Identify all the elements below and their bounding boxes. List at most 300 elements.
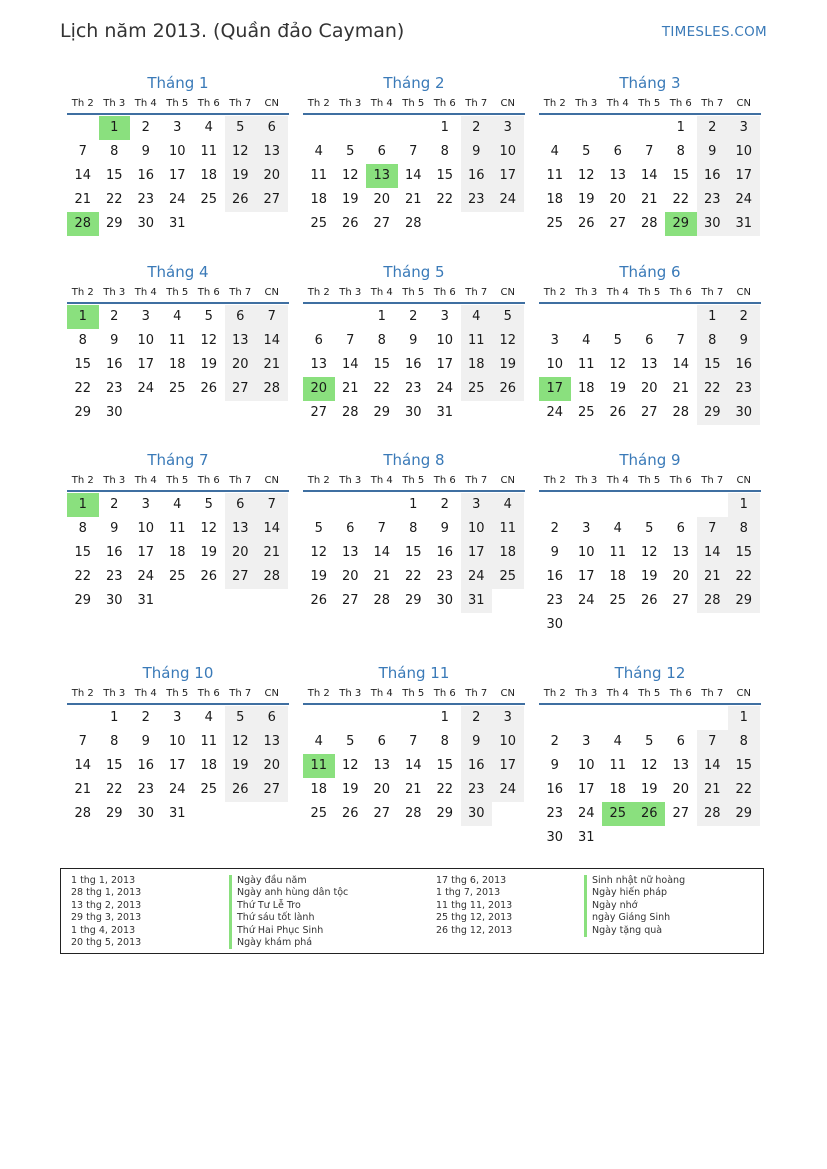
day-cell: 9 [110, 333, 119, 348]
day-cell: 2 [141, 120, 150, 135]
weekday-header [539, 472, 761, 492]
day-cell: 1 [728, 493, 760, 517]
weekday-header [67, 685, 289, 705]
day-cell: 5 [225, 706, 257, 730]
day-cell: 4 [613, 734, 622, 749]
weekday-label: CN [500, 98, 515, 109]
day-cell: 14 [256, 329, 288, 353]
month-name: Tháng 12 [614, 664, 686, 682]
day-cell: 12 [200, 521, 218, 536]
day-cell: 21 [697, 778, 729, 802]
day-cell: 3 [550, 333, 559, 348]
weekday-label: Th 7 [465, 688, 488, 699]
day-cell: 1 [409, 497, 418, 512]
weekday-label: Th 4 [134, 688, 157, 699]
day-cell: 25 [168, 569, 186, 584]
weekday-label: Th 2 [543, 287, 566, 298]
weekday-label: CN [736, 475, 751, 486]
day-cell: 7 [256, 493, 288, 517]
empty-cell [539, 116, 571, 140]
weekday-label: Th 2 [71, 287, 94, 298]
day-cell: 25 [310, 216, 328, 231]
day-cell: 20 [373, 192, 391, 207]
day-cell: 21 [74, 192, 92, 207]
day-cell: 23 [697, 188, 729, 212]
day-cell: 31 [137, 593, 155, 608]
day-cell: 28 [256, 565, 288, 589]
weekday-label: Th 5 [402, 688, 425, 699]
empty-cell [634, 305, 666, 329]
legend-date: 28 thg 1, 2013 [71, 887, 142, 899]
weekday-label: Th 2 [543, 688, 566, 699]
day-cell: 29 [373, 405, 391, 420]
day-cell: 15 [697, 353, 729, 377]
empty-cell [602, 305, 634, 329]
day-cell: 19 [640, 782, 658, 797]
month-name: Tháng 2 [383, 74, 445, 92]
day-cell: 29 [436, 806, 454, 821]
day-cell: 10 [168, 734, 186, 749]
day-cell: 2 [110, 309, 119, 324]
day-cell: 23 [137, 192, 155, 207]
day-cell: 22 [105, 782, 123, 797]
day-cell: 16 [461, 164, 493, 188]
day-cell: 22 [74, 381, 92, 396]
holiday-cell: 17 [539, 377, 571, 401]
day-cell: 24 [137, 569, 155, 584]
day-cell: 12 [225, 140, 257, 164]
day-cell: 15 [373, 357, 391, 372]
day-cell: 27 [609, 216, 627, 231]
day-cell: 12 [492, 329, 524, 353]
day-cell: 30 [137, 216, 155, 231]
day-cell: 28 [74, 806, 92, 821]
day-cell: 22 [672, 192, 690, 207]
day-cell: 2 [409, 309, 418, 324]
legend-date: 17 thg 6, 2013 [436, 875, 507, 886]
empty-cell [634, 116, 666, 140]
weekday-label: Th 2 [307, 475, 330, 486]
day-cell: 12 [640, 545, 658, 560]
month-block [539, 262, 761, 425]
empty-cell [303, 493, 335, 517]
day-cell: 29 [728, 589, 760, 613]
empty-cell [539, 305, 571, 329]
day-cell: 14 [404, 758, 422, 773]
day-cell: 26 [310, 593, 328, 608]
day-cell: 11 [546, 168, 564, 183]
day-cell: 16 [404, 357, 422, 372]
day-cell: 20 [341, 569, 359, 584]
day-cell: 20 [672, 569, 690, 584]
legend-holiday-name: Sinh nhật nữ hoàng [584, 875, 685, 887]
holiday-cell: 25 [602, 802, 634, 826]
legend-names-right [584, 875, 685, 937]
day-cell: 11 [168, 521, 186, 536]
day-cell: 11 [577, 357, 595, 372]
day-cell: 5 [645, 734, 654, 749]
day-cell: 6 [256, 706, 288, 730]
day-cell: 30 [697, 212, 729, 236]
weekday-label: Th 7 [229, 287, 252, 298]
holiday-legend [60, 868, 764, 954]
day-cell: 16 [546, 569, 564, 584]
weekday-label: Th 2 [307, 287, 330, 298]
day-cell: 1 [728, 706, 760, 730]
day-cell: 24 [492, 778, 524, 802]
day-cell: 19 [225, 164, 257, 188]
empty-cell [335, 706, 367, 730]
day-cell: 13 [256, 140, 288, 164]
day-grid [303, 116, 525, 236]
weekday-label: Th 3 [575, 475, 598, 486]
day-cell: 9 [141, 144, 150, 159]
day-cell: 29 [105, 216, 123, 231]
day-cell: 6 [377, 734, 386, 749]
weekday-label: Th 5 [166, 287, 189, 298]
day-cell: 25 [200, 782, 218, 797]
day-cell: 27 [640, 405, 658, 420]
day-cell: 3 [141, 309, 150, 324]
day-cell: 3 [141, 497, 150, 512]
day-cell: 4 [173, 497, 182, 512]
day-cell: 27 [225, 377, 257, 401]
weekday-label: Th 6 [433, 287, 456, 298]
day-cell: 8 [440, 144, 449, 159]
empty-cell [335, 116, 367, 140]
day-cell: 2 [461, 116, 493, 140]
weekday-label: CN [500, 287, 515, 298]
month-name: Tháng 7 [147, 451, 209, 469]
day-grid [303, 493, 525, 613]
day-cell: 12 [640, 758, 658, 773]
legend-date: 13 thg 2, 2013 [71, 899, 142, 911]
day-cell: 27 [672, 806, 690, 821]
day-cell: 13 [609, 168, 627, 183]
empty-cell [366, 493, 398, 517]
day-cell: 18 [310, 192, 328, 207]
month-block [67, 262, 289, 425]
day-cell: 13 [225, 329, 257, 353]
weekday-label: Th 4 [134, 287, 157, 298]
day-cell: 19 [310, 569, 328, 584]
day-cell: 16 [546, 782, 564, 797]
day-cell: 27 [256, 778, 288, 802]
day-cell: 30 [546, 617, 564, 632]
day-cell: 9 [728, 329, 760, 353]
day-cell: 25 [609, 593, 627, 608]
weekday-label: Th 6 [197, 688, 220, 699]
holiday-cell: 1 [99, 116, 131, 140]
day-cell: 10 [436, 333, 454, 348]
day-cell: 4 [613, 521, 622, 536]
weekday-label: CN [736, 287, 751, 298]
day-cell: 6 [676, 734, 685, 749]
month-name: Tháng 5 [383, 263, 445, 281]
day-cell: 31 [168, 806, 186, 821]
day-cell: 27 [341, 593, 359, 608]
day-cell: 28 [697, 589, 729, 613]
legend-holiday-name: Ngày nhớ [584, 900, 685, 912]
weekday-label: Th 5 [402, 287, 425, 298]
day-cell: 9 [461, 140, 493, 164]
day-cell: 20 [672, 782, 690, 797]
day-cell: 9 [440, 521, 449, 536]
day-cell: 12 [310, 545, 328, 560]
day-cell: 15 [105, 168, 123, 183]
day-cell: 2 [440, 497, 449, 512]
day-cell: 25 [546, 216, 564, 231]
empty-cell [602, 116, 634, 140]
day-cell: 24 [436, 381, 454, 396]
day-cell: 18 [492, 541, 524, 565]
day-cell: 20 [609, 192, 627, 207]
day-cell: 6 [645, 333, 654, 348]
day-cell: 27 [256, 188, 288, 212]
weekday-label: Th 3 [575, 688, 598, 699]
weekday-label: Th 3 [103, 688, 126, 699]
weekday-label: Th 6 [669, 688, 692, 699]
brand-link[interactable]: TIMESLES.COM [661, 24, 767, 40]
day-cell: 19 [640, 569, 658, 584]
weekday-label: CN [264, 98, 279, 109]
day-cell: 17 [436, 357, 454, 372]
day-cell: 28 [404, 216, 422, 231]
day-cell: 21 [640, 192, 658, 207]
month-block [67, 73, 289, 236]
day-cell: 26 [225, 778, 257, 802]
day-cell: 22 [436, 192, 454, 207]
day-cell: 30 [137, 806, 155, 821]
day-cell: 23 [105, 381, 123, 396]
legend-holiday-name: Thứ sáu tốt lành [229, 912, 348, 924]
day-cell: 8 [409, 521, 418, 536]
weekday-label: Th 4 [606, 475, 629, 486]
day-cell: 18 [546, 192, 564, 207]
day-cell: 22 [728, 565, 760, 589]
legend-holiday-name: Thứ Tư Lễ Tro [229, 900, 348, 912]
day-cell: 9 [461, 730, 493, 754]
day-cell: 18 [310, 782, 328, 797]
day-cell: 1 [440, 710, 449, 725]
weekday-label: Th 6 [669, 287, 692, 298]
day-cell: 10 [492, 140, 524, 164]
weekday-label: CN [500, 475, 515, 486]
weekday-label: CN [736, 98, 751, 109]
empty-cell [67, 116, 99, 140]
month-name: Tháng 1 [147, 74, 209, 92]
day-cell: 5 [346, 144, 355, 159]
empty-cell [67, 706, 99, 730]
day-grid [303, 706, 525, 826]
day-cell: 10 [577, 758, 595, 773]
day-cell: 19 [225, 754, 257, 778]
weekday-label: Th 4 [606, 98, 629, 109]
day-cell: 12 [577, 168, 595, 183]
weekday-label: Th 3 [339, 475, 362, 486]
day-cell: 7 [697, 730, 729, 754]
day-cell: 7 [346, 333, 355, 348]
day-cell: 12 [200, 333, 218, 348]
day-cell: 27 [672, 593, 690, 608]
day-cell: 5 [204, 497, 213, 512]
day-cell: 29 [404, 593, 422, 608]
day-cell: 21 [256, 541, 288, 565]
day-cell: 4 [173, 309, 182, 324]
weekday-label: Th 4 [370, 688, 393, 699]
day-cell: 14 [256, 517, 288, 541]
day-cell: 12 [341, 758, 359, 773]
day-cell: 18 [609, 569, 627, 584]
empty-cell [697, 493, 729, 517]
legend-date: 26 thg 12, 2013 [436, 924, 513, 936]
day-cell: 13 [256, 730, 288, 754]
day-cell: 24 [461, 565, 493, 589]
day-cell: 29 [697, 401, 729, 425]
day-cell: 8 [377, 333, 386, 348]
day-cell: 24 [168, 192, 186, 207]
legend-date: 11 thg 11, 2013 [436, 899, 513, 911]
holiday-cell: 1 [67, 493, 99, 517]
day-cell: 6 [225, 493, 257, 517]
day-cell: 8 [110, 734, 119, 749]
day-grid [539, 493, 761, 637]
weekday-label: Th 4 [606, 287, 629, 298]
day-cell: 7 [409, 734, 418, 749]
day-cell: 10 [461, 517, 493, 541]
day-cell: 29 [74, 405, 92, 420]
day-cell: 25 [200, 192, 218, 207]
day-cell: 14 [672, 357, 690, 372]
day-cell: 23 [137, 782, 155, 797]
day-cell: 21 [672, 381, 690, 396]
month-block [303, 450, 525, 613]
empty-cell [335, 493, 367, 517]
day-cell: 22 [436, 782, 454, 797]
day-cell: 11 [461, 329, 493, 353]
weekday-header [67, 472, 289, 492]
day-cell: 2 [461, 706, 493, 730]
day-cell: 15 [672, 168, 690, 183]
weekday-label: CN [264, 287, 279, 298]
day-cell: 8 [78, 333, 87, 348]
day-grid [67, 116, 289, 236]
day-cell: 5 [582, 144, 591, 159]
page-title: Lịch năm 2013. (Quần đảo Cayman) [60, 20, 405, 42]
empty-cell [398, 116, 430, 140]
day-cell: 4 [314, 144, 323, 159]
day-cell: 1 [697, 305, 729, 329]
weekday-label: Th 6 [197, 98, 220, 109]
day-cell: 4 [492, 493, 524, 517]
empty-cell [571, 493, 603, 517]
day-cell: 17 [728, 164, 760, 188]
day-cell: 13 [310, 357, 328, 372]
day-cell: 22 [404, 569, 422, 584]
empty-cell [366, 116, 398, 140]
day-cell: 5 [225, 116, 257, 140]
empty-cell [539, 493, 571, 517]
day-cell: 7 [377, 521, 386, 536]
weekday-label: Th 7 [229, 688, 252, 699]
weekday-label: Th 3 [103, 98, 126, 109]
day-cell: 17 [137, 545, 155, 560]
empty-cell [665, 493, 697, 517]
month-block [539, 663, 761, 850]
day-cell: 19 [200, 545, 218, 560]
weekday-label: Th 7 [229, 475, 252, 486]
day-cell: 12 [225, 730, 257, 754]
weekday-label: Th 7 [465, 287, 488, 298]
day-cell: 7 [697, 517, 729, 541]
day-cell: 16 [105, 545, 123, 560]
weekday-label: Th 5 [166, 475, 189, 486]
weekday-label: Th 5 [166, 98, 189, 109]
month-block [67, 663, 289, 826]
day-cell: 20 [640, 381, 658, 396]
day-cell: 20 [225, 541, 257, 565]
day-cell: 16 [697, 164, 729, 188]
day-cell: 15 [728, 541, 760, 565]
day-cell: 24 [137, 381, 155, 396]
weekday-label: Th 6 [433, 688, 456, 699]
month-block [539, 73, 761, 236]
day-cell: 23 [546, 593, 564, 608]
weekday-header [303, 95, 525, 115]
day-cell: 14 [373, 545, 391, 560]
day-cell: 17 [492, 754, 524, 778]
day-cell: 24 [728, 188, 760, 212]
empty-cell [665, 706, 697, 730]
day-cell: 21 [404, 192, 422, 207]
day-cell: 25 [492, 565, 524, 589]
day-cell: 8 [728, 730, 760, 754]
weekday-label: Th 5 [638, 475, 661, 486]
day-cell: 18 [461, 353, 493, 377]
weekday-label: Th 3 [339, 287, 362, 298]
day-cell: 31 [728, 212, 760, 236]
day-cell: 29 [74, 593, 92, 608]
day-cell: 26 [609, 405, 627, 420]
weekday-label: Th 6 [433, 475, 456, 486]
day-cell: 2 [697, 116, 729, 140]
day-cell: 10 [728, 140, 760, 164]
day-grid [539, 706, 761, 850]
legend-names-left [229, 875, 348, 949]
weekday-header [539, 685, 761, 705]
day-cell: 8 [728, 517, 760, 541]
day-cell: 26 [200, 569, 218, 584]
day-cell: 30 [105, 405, 123, 420]
day-cell: 11 [310, 168, 328, 183]
day-cell: 3 [492, 706, 524, 730]
day-cell: 25 [577, 405, 595, 420]
day-cell: 2 [550, 521, 559, 536]
day-cell: 17 [577, 782, 595, 797]
day-cell: 11 [168, 333, 186, 348]
day-cell: 7 [78, 144, 87, 159]
day-cell: 23 [105, 569, 123, 584]
day-cell: 29 [728, 802, 760, 826]
day-cell: 19 [492, 353, 524, 377]
weekday-label: Th 3 [103, 475, 126, 486]
holiday-cell: 28 [67, 212, 99, 236]
weekday-label: Th 2 [543, 475, 566, 486]
day-cell: 11 [200, 144, 218, 159]
day-cell: 19 [577, 192, 595, 207]
weekday-label: Th 6 [197, 287, 220, 298]
empty-cell [634, 493, 666, 517]
